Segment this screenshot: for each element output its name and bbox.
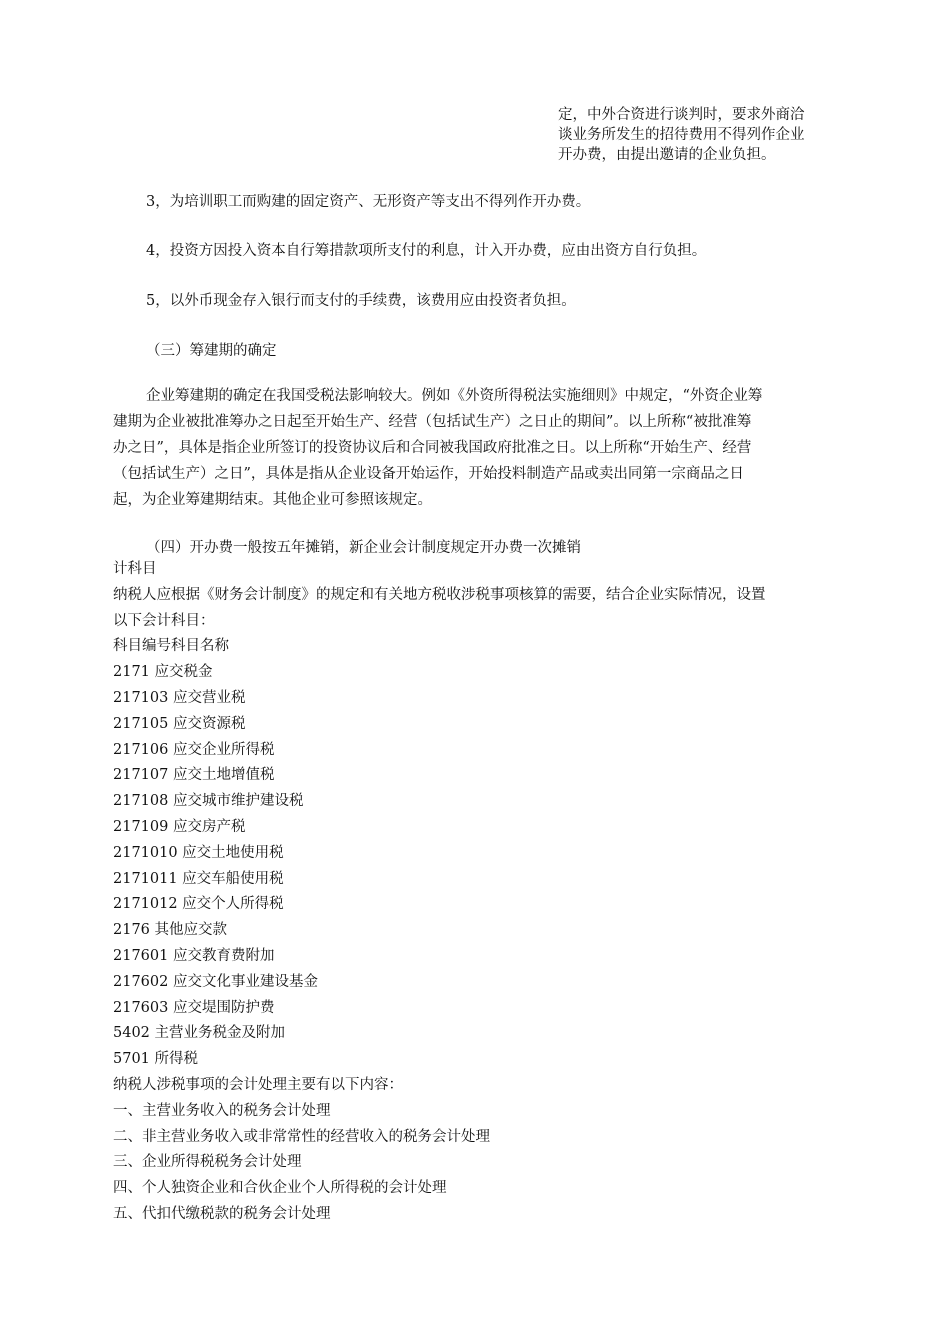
item-5: 5，以外币现金存入银行而支付的手续费，该费用应由投资者负担。: [146, 293, 576, 309]
paragraph-line: 建期为企业被批准筹办之日起至开始生产、经营（包括试生产）之日止的期间”。以上所称“被批准筹: [113, 414, 752, 430]
item-4: 4，投资方因投入资本自行筹措款项所支付的利息，计入开办费，应由出资方自行负担。: [146, 243, 707, 259]
paragraph-line: 办之日”，具体是指企业所签订的投资协议后和合同被我国政府批准之日。以上所称“开始生产、经营: [113, 440, 752, 456]
account-row: 217109 应交房产税: [113, 818, 246, 835]
accounts-title: 计科目: [113, 561, 157, 577]
account-row: 217106 应交企业所得税: [113, 741, 275, 758]
right-column-text: [558, 105, 838, 165]
account-row: 217601 应交教育费附加: [113, 947, 275, 964]
account-row: 217603 应交堤围防护费: [113, 999, 275, 1016]
accounts-intro-line: 以下会计科目：: [113, 612, 215, 629]
processing-item: 一、主营业务收入的税务会计处理: [113, 1102, 331, 1119]
account-row: 2171012 应交个人所得税: [113, 896, 284, 913]
paragraph-line: 起，为企业筹建期结束。其他企业可参照该规定。: [113, 492, 432, 508]
item-3: 3，为培训职工而购建的固定资产、无形资产等支出不得列作开办费。: [146, 194, 591, 210]
account-row: 217105 应交资源税: [113, 715, 246, 732]
accounts-intro-line: 纳税人应根据《财务会计制度》的规定和有关地方税收涉税事项核算的需要，结合企业实际情况，设置: [113, 586, 766, 603]
account-row: 2171 应交税金: [113, 664, 213, 681]
account-row: 217103 应交营业税: [113, 689, 246, 706]
account-row: 5701 所得税: [113, 1051, 199, 1068]
processing-item: 四、个人独资企业和合伙企业个人所得税的会计处理: [113, 1180, 447, 1197]
account-row: 5402 主营业务税金及附加: [113, 1025, 286, 1042]
account-row: 2171011 应交车船使用税: [113, 870, 284, 887]
processing-intro: 纳税人涉税事项的会计处理主要有以下内容：: [113, 1076, 403, 1093]
account-row: 217602 应交文化事业建设基金: [113, 973, 318, 990]
paragraph-line: （包括试生产）之日”，具体是指从企业设备开始运作，开始投料制造产品或卖出同第一宗商品之日: [113, 466, 744, 482]
section-4-heading: （四）开办费一般按五年摊销，新企业会计制度规定开办费一次摊销: [146, 540, 581, 556]
section-3-heading: （三）筹建期的确定: [146, 343, 277, 359]
account-row: 217108 应交城市维护建设税: [113, 793, 304, 810]
processing-item: 二、非主营业务收入或非常常性的经营收入的税务会计处理: [113, 1128, 490, 1145]
section-3-paragraph: [113, 383, 841, 513]
text-line: 定，中外合资进行谈判时，要求外商洽: [558, 107, 805, 123]
account-row: 2171010 应交土地使用税: [113, 844, 284, 861]
processing-item: 三、企业所得税税务会计处理: [113, 1154, 302, 1171]
account-row: 217107 应交土地增值税: [113, 767, 275, 784]
text-line: 谈业务所发生的招待费用不得列作企业: [558, 127, 805, 143]
accounts-header: 科目编号科目名称: [113, 638, 229, 655]
accounts-list: [113, 557, 766, 1228]
processing-item: 五、代扣代缴税款的税务会计处理: [113, 1205, 331, 1222]
text-line: 开办费，由提出邀请的企业负担。: [558, 147, 776, 163]
account-row: 2176 其他应交款: [113, 922, 228, 939]
paragraph-line: 企业筹建期的确定在我国受税法影响较大。例如《外资所得税法实施细则》中规定，“外资企业筹: [146, 388, 763, 404]
